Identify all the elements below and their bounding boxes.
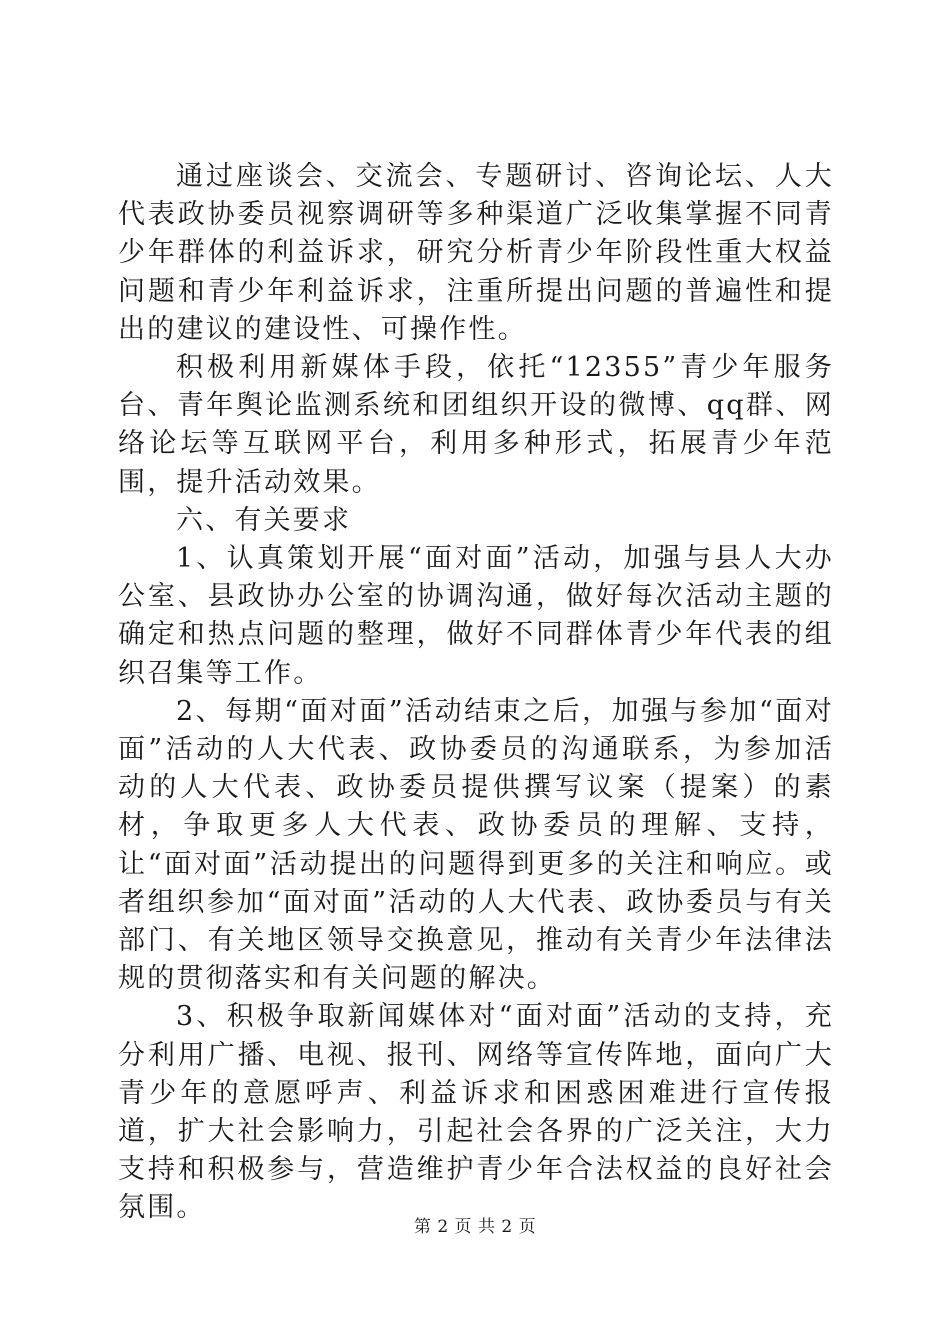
- document-body: [118, 158, 834, 1228]
- paragraph-requirement-2: 2、每期“面对面”活动结束之后，加强与参加“面对面”活动的人大代表、政协委员的沟通联系，为参加活动的人大代表、政协委员提供撰写议案（提案）的素材，争取更多人大代表、政协委员的理解、支持，让“面对面”活动提出的问题得到更多的关注和响应。或者组织参加“面对面”活动的人大代表、政协委员与有关部门、有关地区领导交换意见，推动有关青少年法律法规的贯彻落实和有关问题的解决。: [118, 695, 834, 995]
- section-heading-requirements: 六、有关要求: [176, 504, 352, 536]
- page-number-footer: 第 2 页 共 2 页: [413, 1217, 537, 1237]
- paragraph-feedback-channels: 通过座谈会、交流会、专题研讨、咨询论坛、人大代表政协委员视察调研等多种渠道广泛收集掌握不同青少年群体的利益诉求，研究分析青少年阶段性重大权益问题和青少年利益诉求，注重所提出问题的普遍性和提出的建议的建设性、可操作性。: [118, 161, 834, 345]
- paragraph-new-media: 积极利用新媒体手段，依托“12355”青少年服务台、青年舆论监测系统和团组织开设的微博、qq群、网络论坛等互联网平台，利用多种形式，拓展青少年范围，提升活动效果。: [118, 352, 834, 498]
- paragraph-requirement-3: 3、积极争取新闻媒体对“面对面”活动的支持，充分利用广播、电视、报刊、网络等宣传阵地，面向广大青少年的意愿呼声、利益诉求和困惑困难进行宣传报道，扩大社会影响力，引起社会各界的广泛关注，大力支持和积极参与，营造维护青少年合法权益的良好社会氛围。: [118, 1001, 834, 1224]
- paragraph-requirement-1: 1、认真策划开展“面对面”活动，加强与县人大办公室、县政协办公室的协调沟通，做好每次活动主题的确定和热点问题的整理，做好不同群体青少年代表的组织召集等工作。: [118, 543, 834, 689]
